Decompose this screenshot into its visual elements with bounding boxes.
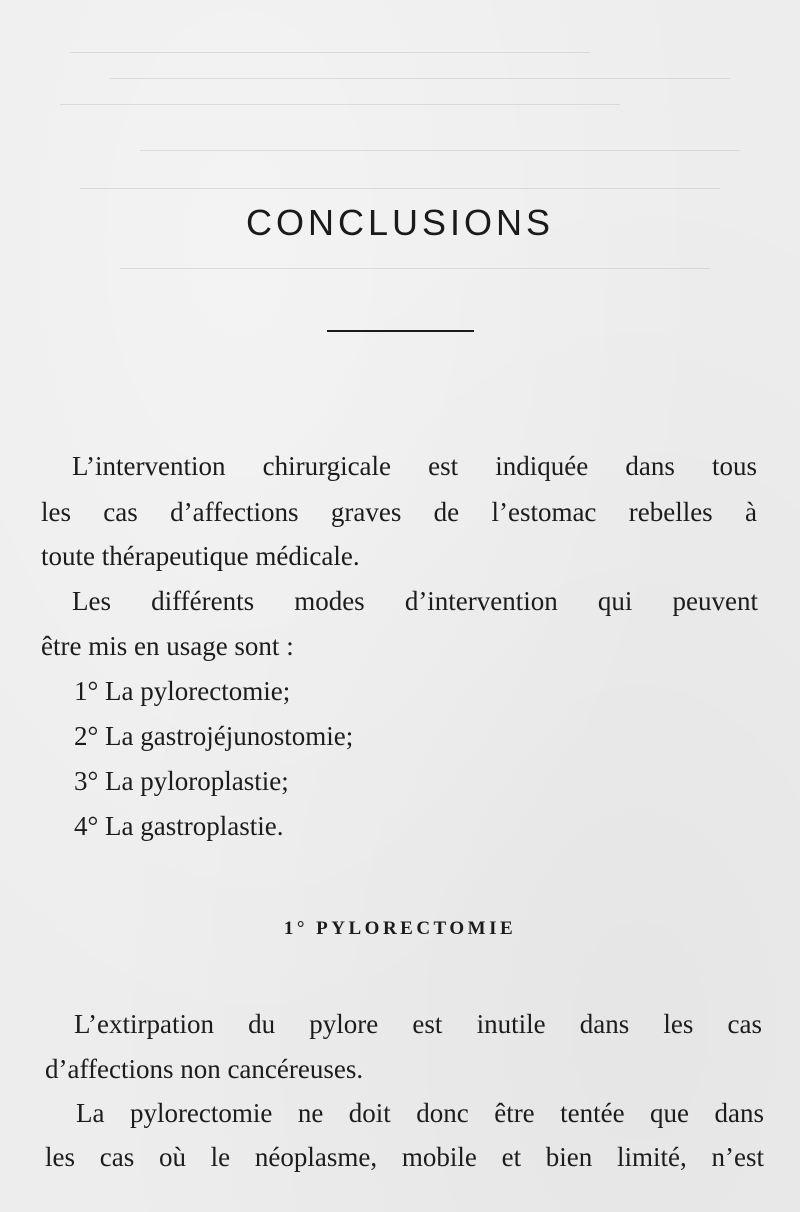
page-title: CONCLUSIONS — [245, 202, 555, 243]
list-item: 1° La pylorectomie; — [74, 676, 291, 706]
paragraph-line: les cas où le néoplasme, mobile et bien limité, n’est — [45, 1142, 764, 1172]
list-item: 3° La pyloroplastie; — [74, 766, 289, 796]
list-item: 4° La gastroplastie. — [74, 811, 284, 841]
section-heading: 1° PYLORECTOMIE — [283, 918, 517, 939]
paragraph-line: Les différents modes d’intervention qui peuvent — [72, 586, 758, 616]
paragraph-line: L’extirpation du pylore est inutile dans les cas — [74, 1009, 762, 1039]
paragraph-line: les cas d’affections graves de l’estomac rebelles à — [41, 497, 757, 527]
title-divider — [327, 330, 474, 332]
paragraph-line: La pylorectomie ne doit donc être tentée que dans — [76, 1098, 764, 1128]
show-through-texture — [0, 0, 800, 300]
paragraph-line: L’intervention chirurgicale est indiquée dans tous — [72, 451, 757, 481]
paragraph-line: être mis en usage sont : — [41, 631, 294, 661]
paragraph-line: toute thérapeutique médicale. — [41, 541, 360, 571]
paragraph-line: d’affections non cancéreuses. — [45, 1054, 364, 1084]
list-item: 2° La gastrojéjunostomie; — [74, 721, 354, 751]
